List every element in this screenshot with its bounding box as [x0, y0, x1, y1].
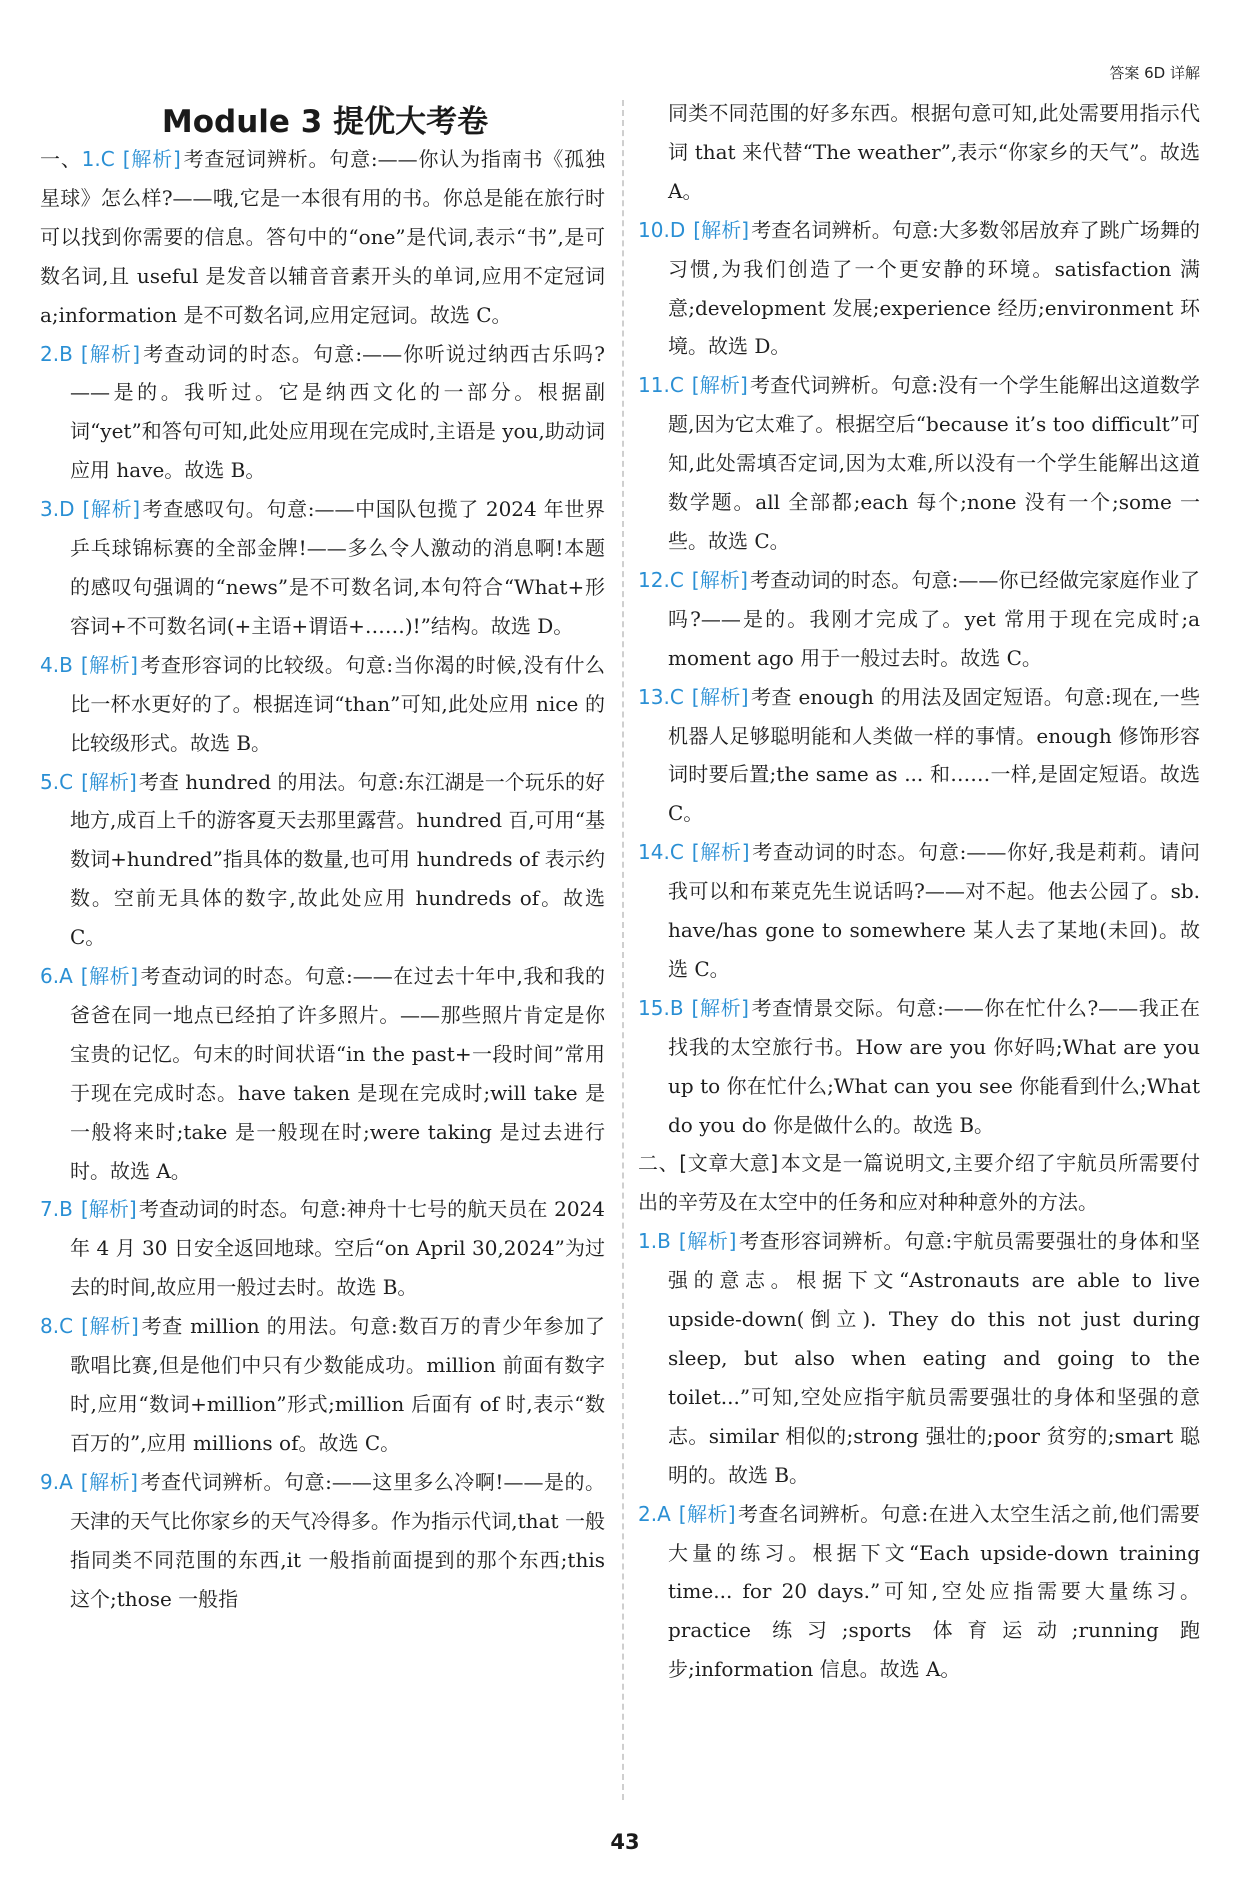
- item-number: 1.: [81, 147, 101, 171]
- item-answer: B: [669, 995, 684, 1020]
- section-label: 一、: [40, 147, 82, 171]
- item-answer: B: [59, 341, 73, 366]
- analysis-tag: [解析]: [691, 684, 749, 709]
- item-number: 15.: [638, 995, 670, 1020]
- item-text: 考查名词辨析。句意:在进入太空生活之前,他们需要大量的练习。根据下文“Each upside-down training time... for 20 days.”可知,空处应指需要大量练习。practice 练习;sports 体育运动;running 跑步;information 信息。故选 A。: [668, 1501, 1200, 1682]
- analysis-tag: [解析]: [80, 652, 138, 677]
- item-number: 10.: [638, 217, 670, 242]
- right-column: [638, 94, 1200, 1689]
- item-answer: C: [669, 373, 684, 398]
- item-answer: C: [669, 840, 684, 865]
- answer-item-11: [638, 366, 1200, 561]
- item-text: 考查动词的时态。句意:——你好,我是莉莉。请问我可以和布莱克先生说话吗?——对不起。他去公园了。sb. have/has gone to somewhere 某人去了某地(未回)。故选 C。: [668, 840, 1200, 981]
- item-answer: D: [59, 497, 75, 522]
- answer-item-4: [40, 646, 605, 763]
- answer-item-2: [40, 335, 605, 491]
- item-text: 考查代词辨析。句意:没有一个学生能解出这道数学题,因为它太难了。根据空后“because it’s too difficult”可知,此处需填否定词,因为太难,所以没有一个学生能解出这道数学题。all 全部都;each 每个;none 没有一个;some 一些。故选 C。: [668, 373, 1200, 553]
- summary-tag: [文章大意]: [679, 1151, 779, 1176]
- left-column: [40, 140, 605, 1618]
- answer-item-7: [40, 1190, 605, 1307]
- answer-item-12: [638, 561, 1200, 678]
- item-answer: B: [59, 1197, 73, 1222]
- item-text: 考查情景交际。句意:——你在忙什么?——我正在找我的太空旅行书。How are you 你好吗;What are you up to 你在忙什么;What can you see 你能看到什么;What do you do 你是做什么的。故选 B。: [668, 995, 1200, 1137]
- analysis-tag: [解析]: [81, 1314, 139, 1339]
- item-number: 4.: [40, 652, 60, 677]
- item-answer: C: [100, 147, 115, 171]
- summary-text: 本文是一篇说明文,主要介绍了宇航员所需要付出的辛劳及在太空中的任务和应对种种意外的方法。: [638, 1151, 1201, 1215]
- answer-item-14: [638, 833, 1200, 989]
- item-text: 考查名词辨析。句意:大多数邻居放弃了跳广场舞的习惯,为我们创造了一个更安静的环境。satisfaction 满意;development 发展;experience 经历;environment 环境。故选 D。: [668, 217, 1200, 359]
- answer-item-10: [638, 211, 1200, 367]
- section-two-item-2: [638, 1495, 1200, 1690]
- item-text: 同类不同范围的好多东西。根据句意可知,此处需要用指示代词 that 来代替“The weather”,表示“你家乡的天气”。故选 A。: [668, 101, 1200, 203]
- item-text: 考查形容词的比较级。句意:当你渴的时候,没有什么比一杯水更好的了。根据连词“than”可知,此处应用 nice 的比较级形式。故选 B。: [70, 652, 605, 755]
- answer-item-5: [40, 763, 605, 958]
- item-number: 5.: [40, 769, 60, 794]
- analysis-tag: [解析]: [691, 995, 749, 1020]
- answer-item-9-continued: [638, 94, 1200, 211]
- item-text: 考查动词的时态。句意:——在过去十年中,我和我的爸爸在同一地点已经拍了许多照片。——那些照片肯定是你宝贵的记忆。句末的时间状语“in the past+一段时间”常用于现在完成时态。have taken 是现在完成时;will take 是一般将来时;take 是一般现在时;were taking 是过去进行时。故选 A。: [70, 964, 605, 1183]
- item-text: 考查 hundred 的用法。句意:东江湖是一个玩乐的好地方,成百上千的游客夏天去那里露营。hundred 百,可用“基数词+hundred”指具体的数量,也可用 hundreds of 表示约数。空前无具体的数字,故此处应用 hundreds of。故选 C。: [70, 769, 605, 950]
- item-number: 1.: [638, 1229, 658, 1254]
- item-text: 考查 enough 的用法及固定短语。句意:现在,一些机器人足够聪明能和人类做一样的事情。enough 修饰形容词时要后置;the same as ... 和……一样,是固定短语。故选 C。: [668, 684, 1200, 826]
- analysis-tag: [解析]: [678, 1229, 737, 1254]
- answer-item-9: [40, 1463, 605, 1619]
- item-number: 2.: [40, 341, 60, 366]
- item-text: 考查动词的时态。句意:——你听说过纳西古乐吗?——是的。我听过。它是纳西文化的一部分。根据副词“yet”和答句可知,此处应用现在完成时,主语是 you,助动词应用 have。故选 B。: [70, 341, 605, 483]
- analysis-tag: [解析]: [693, 217, 750, 242]
- item-answer: B: [657, 1229, 671, 1254]
- item-answer: D: [669, 217, 686, 242]
- answer-header: 答案 6D 详解: [1109, 64, 1200, 82]
- page-number: 43: [610, 1830, 640, 1854]
- analysis-tag: [解析]: [80, 964, 139, 989]
- analysis-tag: [解析]: [81, 769, 137, 794]
- item-text: 考查动词的时态。句意:——你已经做完家庭作业了吗?——是的。我刚才完成了。yet 常用于现在完成时;a moment ago 用于一般过去时。故选 C。: [668, 567, 1200, 670]
- item-answer: B: [59, 652, 73, 677]
- section-label: 二、: [638, 1151, 680, 1176]
- answer-item-13: [638, 678, 1200, 834]
- item-number: 13.: [638, 684, 670, 709]
- section-two-item-1: [638, 1222, 1200, 1494]
- analysis-tag: [解析]: [691, 567, 748, 592]
- item-answer: C: [59, 1314, 74, 1339]
- analysis-tag: [解析]: [80, 341, 141, 366]
- analysis-tag: [解析]: [80, 1469, 138, 1494]
- item-text: 考查冠词辨析。句意:——你认为指南书《孤独星球》怎么样?——哦,它是一本很有用的书。你总是能在旅行时可以找到你需要的信息。答句中的“one”是代词,表示“书”,是可数名词,且 useful 是发音以辅音音素开头的单词,应用不定冠词 a;information 是不可数名词,应用定冠词。故选 C。: [40, 147, 606, 327]
- answer-item-6: [40, 957, 605, 1190]
- analysis-tag: [解析]: [691, 373, 748, 398]
- item-answer: A: [59, 964, 73, 989]
- item-answer: C: [669, 567, 684, 592]
- answer-item-1: [40, 140, 605, 335]
- item-number: 14.: [638, 840, 670, 865]
- analysis-tag: [解析]: [678, 1501, 736, 1526]
- item-number: 3.: [40, 497, 60, 522]
- item-answer: A: [59, 1469, 73, 1494]
- column-divider: [622, 100, 624, 1800]
- item-number: 11.: [638, 373, 670, 398]
- item-number: 6.: [40, 964, 60, 989]
- answer-item-8: [40, 1307, 605, 1463]
- item-text: 考查感叹句。句意:——中国队包揽了 2024 年世界乒乓球锦标赛的全部金牌!——多么令人激动的消息啊!本题的感叹句强调的“news”是不可数名词,本句符合“What+形容词+不可数名词(+主语+谓语+……)!”结构。故选 D。: [70, 497, 606, 638]
- analysis-tag: [解析]: [691, 840, 750, 865]
- answer-item-15: [638, 989, 1200, 1145]
- item-number: 7.: [40, 1197, 60, 1222]
- item-answer: C: [669, 684, 684, 709]
- item-text: 考查形容词辨析。句意:宇航员需要强壮的身体和坚强的意志。根据下文“Astronauts are able to live upside-down(倒立). They do this not just during sleep, but also when eating and going to the toilet...”可知,空处应指宇航员需要强壮的身体和坚强的意志。similar 相似的;strong 强壮的;poor 贫穷的;smart 聪明的。故选 B。: [668, 1229, 1200, 1487]
- item-answer: A: [657, 1501, 671, 1526]
- analysis-tag: [解析]: [82, 497, 141, 522]
- answer-item-3: [40, 490, 605, 646]
- analysis-tag: [解析]: [80, 1197, 137, 1222]
- item-text: 考查代词辨析。句意:——这里多么冷啊!——是的。天津的天气比你家乡的天气冷得多。作为指示代词,that 一般指同类不同范围的东西,it 一般指前面提到的那个东西;this 这个;those 一般指: [70, 1469, 605, 1611]
- item-text: 考查 million 的用法。句意:数百万的青少年参加了歌唱比赛,但是他们中只有少数能成功。million 前面有数字时,应用“数词+million”形式;million 后面有 of 时,表示“数百万的”,应用 millions of。故选 C。: [70, 1314, 605, 1455]
- page-title: Module 3 提优大考卷: [161, 104, 489, 140]
- item-number: 12.: [638, 567, 670, 592]
- item-answer: C: [59, 769, 74, 794]
- item-number: 8.: [40, 1314, 60, 1339]
- item-number: 9.: [40, 1469, 60, 1494]
- analysis-tag: [解析]: [122, 147, 181, 171]
- item-number: 2.: [638, 1501, 658, 1526]
- item-text: 考查动词的时态。句意:神舟十七号的航天员在 2024 年 4 月 30 日安全返回地球。空后“on April 30,2024”为过去的时间,故应用一般过去时。故选 B。: [70, 1197, 605, 1300]
- section-two-summary: [638, 1144, 1200, 1222]
